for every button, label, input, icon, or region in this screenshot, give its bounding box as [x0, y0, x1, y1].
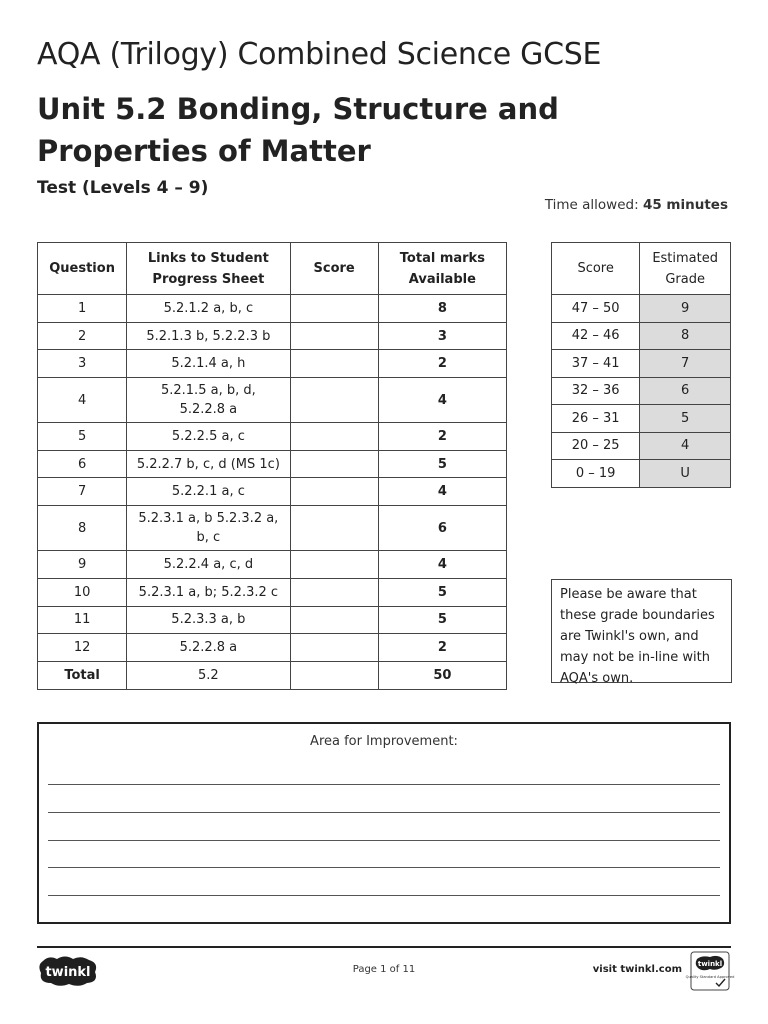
- writing-line: [48, 812, 720, 813]
- writing-line: [48, 867, 720, 868]
- marks-available: 8: [378, 295, 506, 323]
- time-allowed-value: 45 minutes: [642, 197, 728, 213]
- time-allowed-label: Time allowed:: [544, 197, 639, 213]
- grade-value: 8: [640, 322, 731, 350]
- score-range: 32 – 36: [552, 377, 640, 405]
- progress-links: 5.2.2.8 a: [127, 634, 290, 662]
- grade-boundaries-table: [551, 242, 731, 488]
- marks-available: 4: [378, 478, 506, 506]
- question-number: 7: [38, 478, 127, 506]
- table-row: [38, 322, 507, 350]
- grade-value: 7: [640, 350, 731, 378]
- progress-links: 5.2.1.3 b, 5.2.2.3 b: [127, 322, 290, 350]
- score-range: 0 – 19: [552, 460, 640, 488]
- quality-badge: [685, 951, 735, 991]
- total-links: 5.2: [127, 661, 290, 689]
- improvement-box[interactable]: [37, 722, 731, 924]
- score-range: 37 – 41: [552, 350, 640, 378]
- progress-links: 5.2.2.7 b, c, d (MS 1c): [127, 450, 290, 478]
- progress-links: 5.2.2.4 a, c, d: [127, 551, 290, 579]
- table-row: [38, 350, 507, 378]
- progress-links: 5.2.2.1 a, c: [127, 478, 290, 506]
- table-row: [38, 506, 507, 551]
- grade-row: [552, 322, 731, 350]
- marks-available: 5: [378, 606, 506, 634]
- progress-links: 5.2.2.5 a, c: [127, 423, 290, 451]
- grade-boundary-note: Please be aware that these grade boundaries are Twinkl's own, and may not be in-line with AQA's own.: [551, 579, 732, 683]
- table-row: [38, 423, 507, 451]
- score-cell[interactable]: [290, 450, 378, 478]
- writing-line: [48, 840, 720, 841]
- progress-links: 5.2.3.1 a, b 5.2.3.2 a, b, c: [127, 506, 290, 551]
- writing-line: [48, 784, 720, 785]
- course-title: AQA (Trilogy) Combined Science GCSE: [37, 37, 602, 72]
- grade-value: 5: [640, 405, 731, 433]
- table-row: [38, 378, 507, 423]
- progress-links: 5.2.3.1 a, b; 5.2.3.2 c: [127, 578, 290, 606]
- test-label: Test (Levels 4 – 9): [37, 178, 209, 198]
- marks-available: 5: [378, 450, 506, 478]
- table-row: [38, 606, 507, 634]
- question-number: 12: [38, 634, 127, 662]
- badge-text: twinkl: [697, 960, 723, 968]
- score-cell[interactable]: [290, 322, 378, 350]
- unit-title: Unit 5.2 Bonding, Structure and Properties of Matter: [37, 92, 559, 168]
- grade-row: [552, 405, 731, 433]
- footer-divider: [37, 946, 731, 948]
- score-cell[interactable]: [290, 378, 378, 423]
- grade-row: [552, 350, 731, 378]
- writing-line: [48, 895, 720, 896]
- badge-caption: Quality Standard Approved: [685, 975, 735, 979]
- table-row: [38, 551, 507, 579]
- grade-value: 4: [640, 432, 731, 460]
- table-row: [38, 295, 507, 323]
- logo-text: twinkl: [45, 965, 91, 980]
- question-number: 6: [38, 450, 127, 478]
- header-estimated-grade: Estimated Grade: [640, 243, 731, 295]
- grade-value: U: [640, 460, 731, 488]
- header-score-range: Score: [552, 243, 640, 295]
- page-number: Page 1 of 11: [352, 964, 416, 975]
- header-links: Links to Student Progress Sheet: [127, 243, 290, 295]
- marks-available: 5: [378, 578, 506, 606]
- table-row: [38, 634, 507, 662]
- score-cell[interactable]: [290, 606, 378, 634]
- score-range: 42 – 46: [552, 322, 640, 350]
- grade-row: [552, 460, 731, 488]
- grade-row: [552, 377, 731, 405]
- time-allowed: [545, 197, 728, 213]
- marks-available: 4: [378, 378, 506, 423]
- total-row: [38, 661, 507, 689]
- progress-links: 5.2.1.4 a, h: [127, 350, 290, 378]
- grade-value: 6: [640, 377, 731, 405]
- score-cell[interactable]: [290, 506, 378, 551]
- score-cell[interactable]: [290, 350, 378, 378]
- marks-available: 2: [378, 634, 506, 662]
- question-number: 11: [38, 606, 127, 634]
- total-marks: 50: [378, 661, 506, 689]
- question-number: 5: [38, 423, 127, 451]
- improvement-title: Area for Improvement:: [310, 734, 458, 749]
- grade-value: 9: [640, 295, 731, 323]
- question-number: 2: [38, 322, 127, 350]
- marks-available: 6: [378, 506, 506, 551]
- score-range: 20 – 25: [552, 432, 640, 460]
- question-number: 8: [38, 506, 127, 551]
- question-number: 10: [38, 578, 127, 606]
- marks-available: 3: [378, 322, 506, 350]
- header-question: Question: [38, 243, 127, 295]
- score-cell[interactable]: [290, 423, 378, 451]
- marks-table-header: [38, 243, 507, 295]
- visit-link[interactable]: visit twinkl.com: [592, 964, 682, 975]
- table-row: [38, 578, 507, 606]
- score-cell[interactable]: [290, 634, 378, 662]
- score-cell[interactable]: [290, 551, 378, 579]
- score-cell[interactable]: [290, 578, 378, 606]
- total-score-cell[interactable]: [290, 661, 378, 689]
- score-range: 26 – 31: [552, 405, 640, 433]
- table-row: [38, 450, 507, 478]
- question-number: 1: [38, 295, 127, 323]
- marks-table: [37, 242, 507, 690]
- score-cell[interactable]: [290, 478, 378, 506]
- marks-available: 2: [378, 423, 506, 451]
- question-number: 9: [38, 551, 127, 579]
- question-number: 4: [38, 378, 127, 423]
- score-range: 47 – 50: [552, 295, 640, 323]
- header-total-marks: Total marks Available: [378, 243, 506, 295]
- marks-available: 2: [378, 350, 506, 378]
- total-label: Total: [38, 661, 127, 689]
- header-score: Score: [290, 243, 378, 295]
- grade-row: [552, 432, 731, 460]
- progress-links: 5.2.3.3 a, b: [127, 606, 290, 634]
- table-row: [38, 478, 507, 506]
- question-number: 3: [38, 350, 127, 378]
- grade-row: [552, 295, 731, 323]
- progress-links: 5.2.1.5 a, b, d, 5.2.2.8 a: [127, 378, 290, 423]
- progress-links: 5.2.1.2 a, b, c: [127, 295, 290, 323]
- score-cell[interactable]: [290, 295, 378, 323]
- grade-table-header: [552, 243, 731, 295]
- marks-available: 4: [378, 551, 506, 579]
